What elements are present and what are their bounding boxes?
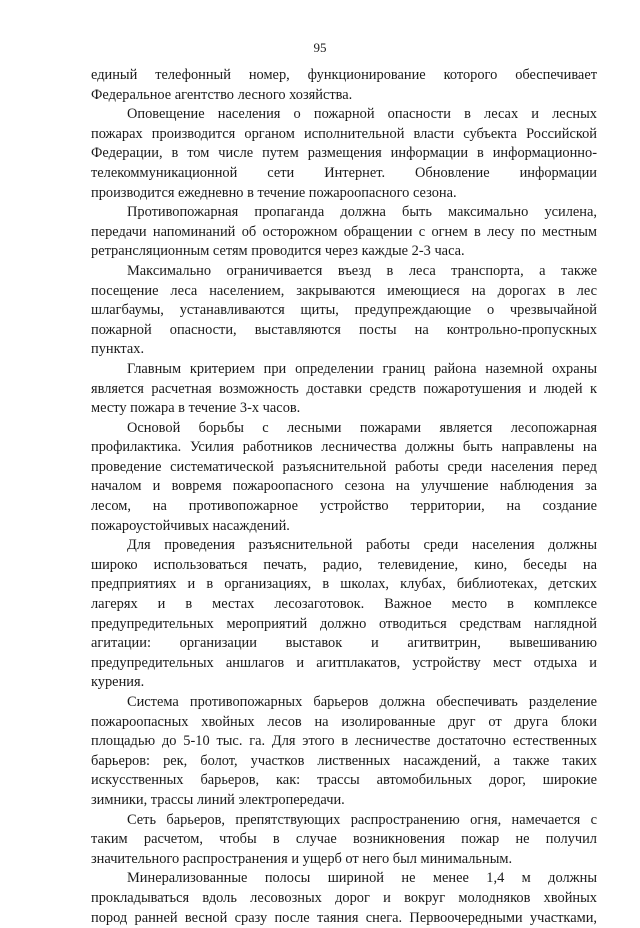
text-line: Федеральное агентство лесного хозяйства. [91, 86, 353, 103]
text-line: телекоммуникационной сети Интернет. Обновление информации [91, 164, 597, 181]
text-line: Для проведения разъяснительной работы среди населения должны [127, 537, 597, 554]
text-line: таким расчетом, чтобы в случае возникновения пожар не получил [91, 831, 597, 848]
text-line: курения. [91, 674, 145, 691]
text-line: предприятиях и в организациях, в школах, клубах, библиотеках, детских [91, 576, 597, 593]
text-line: Главным критерием при определении границ района наземной охраны [127, 360, 597, 377]
text-line: производится ежедневно в течение пожароопасного сезона. [91, 184, 457, 201]
text-line: посещение леса населением, закрываются имеющиеся на дорогах в лес [91, 282, 597, 299]
text-line: проведение систематической разъяснительной работы среди населения перед [91, 458, 597, 475]
text-line: лагерях и в местах лесозаготовок. Важное место в комплексе [91, 596, 597, 613]
text-line: предупредительных аншлагов и агитплакатов, устройству мест отдыха и [91, 654, 597, 671]
text-line: значительного распространения и ущерб от него был минимальным. [91, 850, 513, 867]
text-line: широко использоваться печать, радио, телевидение, кино, беседы на [91, 556, 597, 573]
text-line: Минерализованные полосы шириной не менее 1,4 м должны [127, 870, 597, 887]
text-line: Федерации, в том числе путем размещения информации в информационно- [91, 145, 597, 162]
text-line: началом и вовремя пожароопасного сезона на улучшение наблюдения за [91, 478, 597, 495]
text-line: пожароустойчивых насаждений. [91, 517, 290, 534]
text-line: ретрансляционным сетям проводится через каждые 2-3 часа. [91, 243, 465, 260]
text-line: лесом, на противопожарное устройство территории, на создание [91, 498, 597, 515]
text-line: площадью до 5-10 тыс. га. Для этого в лесничестве достаточно естественных [91, 733, 597, 750]
text-line: зимники, трассы линий электропередачи. [91, 791, 345, 808]
text-line: передачи напоминаний об осторожном обращении с огнем в лесу по местным [91, 223, 597, 240]
body-text [91, 66, 597, 928]
text-line: Основой борьбы с лесными пожарами является лесопожарная [127, 419, 597, 436]
page-number: 95 [313, 40, 327, 55]
text-line: Сеть барьеров, препятствующих распространению огня, намечается с [127, 811, 597, 828]
text-line: прокладываться вдоль лесовозных дорог и вокруг молодняков хвойных [91, 889, 597, 906]
text-line: Максимально ограничивается въезд в леса транспорта, а также [127, 262, 597, 279]
text-line: пожарной опасности, выставляются посты на контрольно-пропускных [91, 321, 597, 338]
text-line: Система противопожарных барьеров должна обеспечивать разделение [127, 694, 597, 710]
text-line: пород ранней весной сразу после таяния снега. Первоочередными участками, [91, 909, 597, 926]
text-line: пожарах производится органом исполнительной власти субъекта Российской [91, 125, 597, 142]
text-line: месту пожара в течение 3-х часов. [91, 400, 301, 417]
text-line: является расчетная возможность доставки средств пожаротушения и людей к [91, 380, 597, 397]
text-line: Оповещение населения о пожарной опасности в лесах и лесных [127, 106, 597, 123]
text-line: шлагбаумы, устанавливаются щиты, предупреждающие о чрезвычайной [91, 302, 597, 319]
text-line: искусственных барьеров, как: трассы автомобильных дорог, широкие [91, 772, 597, 789]
text-line: пожароопасных хвойных лесов на изолированные друг от друга блоки [91, 713, 597, 730]
text-line: агитации: организации выставок и агитвитрин, вывешиванию [91, 635, 597, 652]
text-line: барьеров: рек, болот, участков лиственных насаждений, а также таких [91, 752, 597, 769]
text-line: профилактика. Усилия работников лесничества должны быть направлены на [91, 439, 597, 456]
text-line: предупредительных мероприятий должно отводиться средствам наглядной [91, 615, 597, 632]
text-line: единый телефонный номер, функционирование которого обеспечивает [91, 67, 597, 83]
text-line: пунктах. [91, 341, 145, 358]
text-line: Противопожарная пропаганда должна быть максимально усилена, [127, 204, 597, 221]
